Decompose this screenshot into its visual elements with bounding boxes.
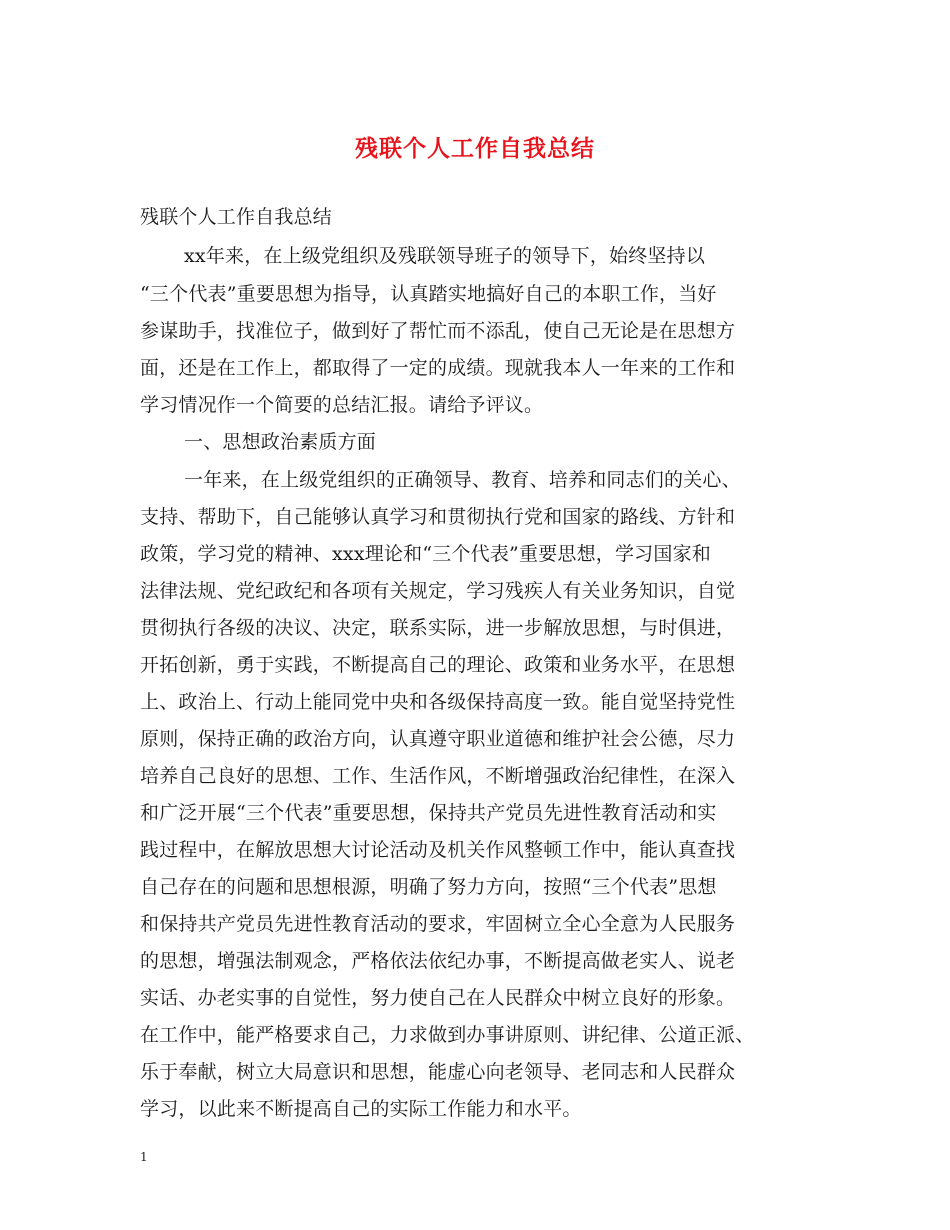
body-line: 乐于奉献，树立大局意识和思想，能虚心向老领导、老同志和人民群众 xyxy=(140,1061,736,1083)
body-line: 上、政治上、行动上能同党中央和各级保持高度一致。能自觉坚持党性 xyxy=(140,691,736,713)
section-heading: 一、思想政治素质方面 xyxy=(184,431,377,453)
body-line: 残联个人工作自我总结 xyxy=(140,206,333,228)
body-line: 政策，学习党的精神、xxx理论和“三个代表”重要思想，学习国家和 xyxy=(140,543,711,565)
body-line: 原则，保持正确的政治方向，认真遵守职业道德和维护社会公德，尽力 xyxy=(140,728,736,750)
body-line: 自己存在的问题和思想根源，明确了努力方向，按照“三个代表”思想 xyxy=(140,876,717,898)
body-line: xx年来，在上级党组织及残联领导班子的领导下，始终坚持以 xyxy=(184,245,706,267)
body-line: 支持、帮助下，自己能够认真学习和贯彻执行党和国家的路线、方针和 xyxy=(140,506,736,528)
body-line: 和广泛开展“三个代表”重要思想，保持共产党员先进性教育活动和实 xyxy=(140,802,717,824)
body-line: 在工作中，能严格要求自己，力求做到办事讲原则、讲纪律、公道正派、 xyxy=(140,1024,755,1046)
body-line: 面，还是在工作上，都取得了一定的成绩。现就我本人一年来的工作和 xyxy=(140,357,736,379)
body-line: 践过程中，在解放思想大讨论活动及机关作风整顿工作中，能认真查找 xyxy=(140,839,736,861)
body-line: 参谋助手，找准位子，做到好了帮忙而不添乱，使自己无论是在思想方 xyxy=(140,320,736,342)
body-line: 的思想，增强法制观念，严格依法依纪办事，不断提高做老实人、说老 xyxy=(140,950,736,972)
body-line: 开拓创新，勇于实践，不断提高自己的理论、政策和业务水平，在思想 xyxy=(140,654,736,676)
body-line: 和保持共产党员先进性教育活动的要求，牢固树立全心全意为人民服务 xyxy=(140,913,736,935)
body-line: 一年来，在上级党组织的正确领导、教育、培养和同志们的关心、 xyxy=(184,469,741,491)
body-line: 学习情况作一个简要的总结汇报。请给予评议。 xyxy=(140,394,544,416)
document-title: 残联个人工作自我总结 xyxy=(355,135,595,162)
body-line: 培养自己良好的思想、工作、生活作风，不断增强政治纪律性，在深入 xyxy=(140,765,736,787)
page-number: 1 xyxy=(140,1150,148,1164)
body-line: 实话、办老实事的自觉性，努力使自己在人民群众中树立良好的形象。 xyxy=(140,987,736,1009)
body-line: 法律法规、党纪政纪和各项有关规定，学习残疾人有关业务知识，自觉 xyxy=(140,580,736,602)
body-line: 学习，以此来不断提高自己的实际工作能力和水平。 xyxy=(140,1098,582,1120)
body-line: 贯彻执行各级的决议、决定，联系实际，进一步解放思想，与时俱进， xyxy=(140,617,736,639)
body-line: “三个代表”重要思想为指导，认真踏实地搞好自己的本职工作，当好 xyxy=(140,283,717,305)
